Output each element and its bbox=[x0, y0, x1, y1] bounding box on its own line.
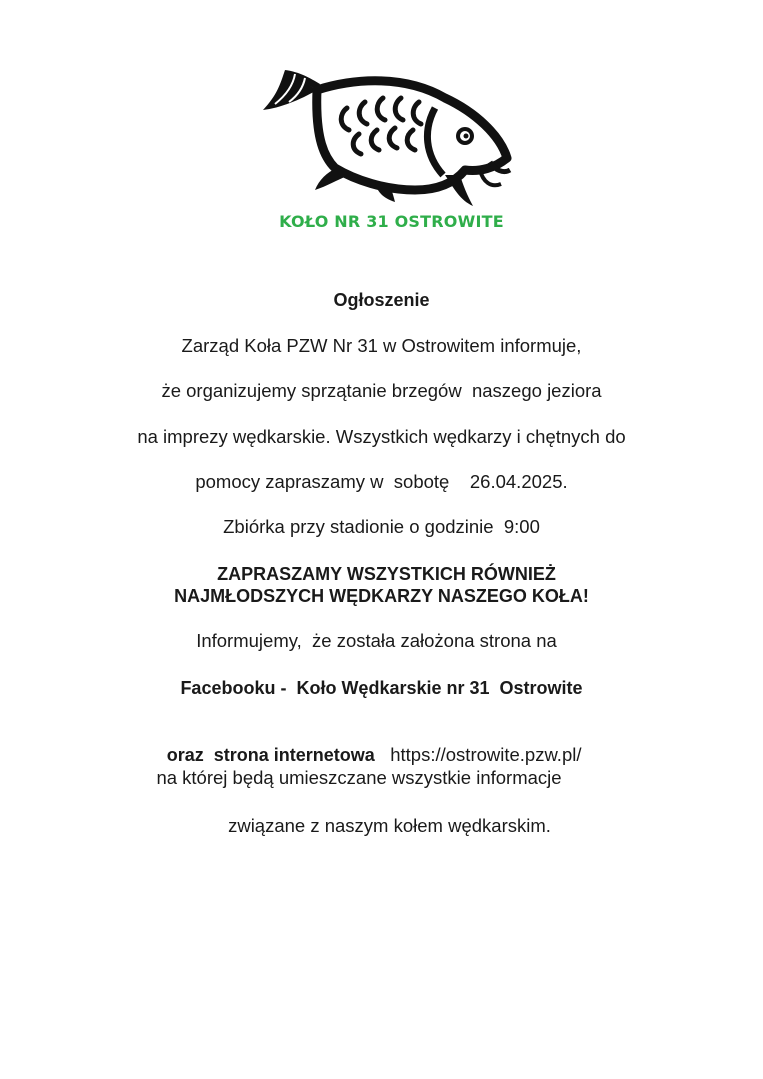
invite-line-1: ZAPRASZAMY WSZYSTKICH RÓWNIEŻ bbox=[217, 564, 556, 584]
announcement-line-1: Zarząd Koła PZW Nr 31 w Ostrowitem informuje, bbox=[181, 335, 582, 356]
info-line-3: związane z naszym kołem wędkarskim. bbox=[228, 815, 551, 836]
website-label: oraz strona internetowa bbox=[166, 745, 375, 765]
carp-fish-icon bbox=[255, 50, 517, 210]
facebook-info: Facebooku - Koło Wędkarskie nr 31 Ostrowite bbox=[180, 678, 583, 698]
website-spacer bbox=[375, 744, 390, 765]
invite-line-2: NAJMŁODSZYCH WĘDKARZY NASZEGO KOŁA! bbox=[174, 586, 589, 606]
announcement-line-2: że organizujemy sprzątanie brzegów naszego jeziora bbox=[161, 380, 602, 401]
info-line-1: Informujemy, że została założona strona na bbox=[196, 630, 557, 651]
gathering-info: Zbiórka przy stadionie o godzinie 9:00 bbox=[223, 516, 540, 537]
announcement-line-3: na imprezy wędkarskie. Wszystkich wędkarzy i chętnych do bbox=[137, 426, 626, 447]
website-url[interactable]: https://ostrowite.pzw.pl/ bbox=[390, 744, 582, 765]
info-line-2: na której będą umieszczane wszystkie informacje bbox=[156, 767, 562, 788]
announcement-title: Ogłoszenie bbox=[333, 290, 430, 310]
club-name: KOŁO NR 31 OSTROWITE bbox=[279, 212, 504, 231]
announcement-line-4: pomocy zapraszamy w sobotę 26.04.2025. bbox=[195, 471, 568, 492]
website-line bbox=[0, 722, 763, 766]
